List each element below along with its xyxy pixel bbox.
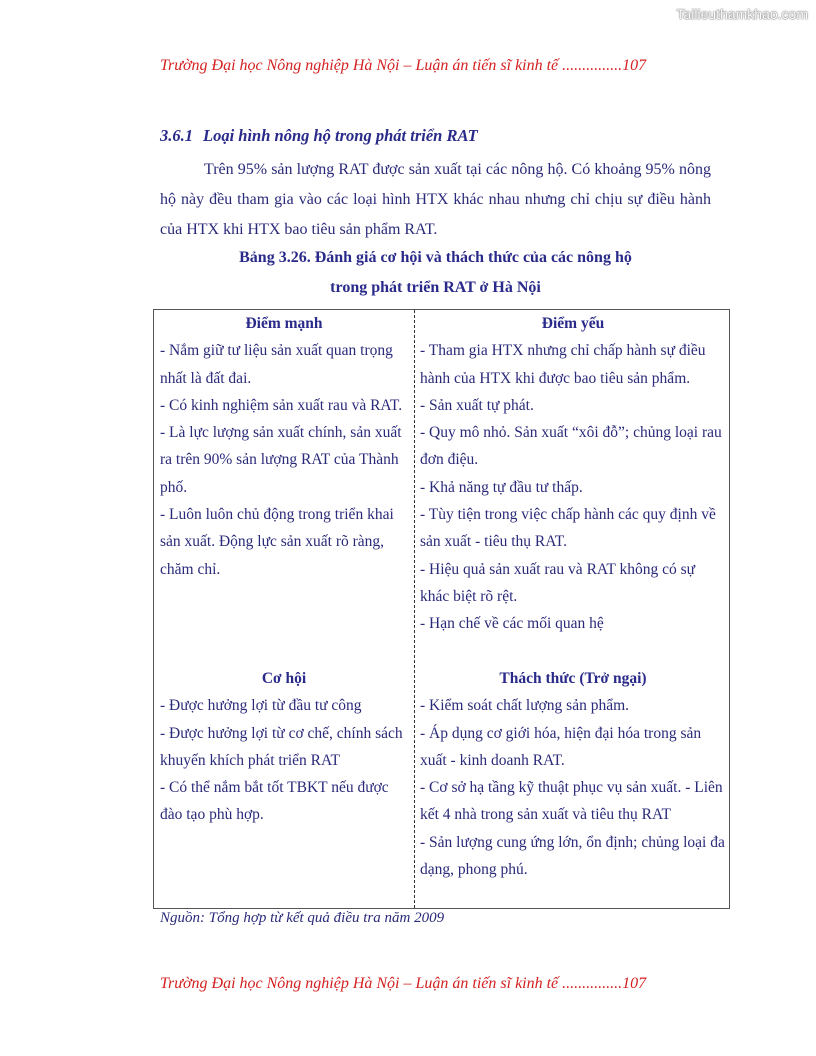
threats-item: - Cơ sở hạ tầng kỹ thuật phục vụ sản xuất. - Liên kết 4 nhà trong sản xuất và tiêu thụ RAT bbox=[420, 779, 723, 824]
weaknesses-item: - Sản xuất tự phát. bbox=[420, 396, 534, 414]
weaknesses-item: - Tham gia HTX nhưng chỉ chấp hành sự điều hành của HTX khi được bao tiêu sản phẩm. bbox=[420, 342, 706, 387]
threats-item: - Áp dụng cơ giới hóa, hiện đại hóa trong sản xuất - kinh doanh RAT. bbox=[420, 724, 702, 769]
threats-item: - Kiểm soát chất lượng sản phẩm. bbox=[420, 697, 630, 715]
weaknesses-item: - Quy mô nhỏ. Sản xuất “xôi đỗ”; chủng loại rau đơn điệu. bbox=[420, 424, 722, 469]
strengths-cell bbox=[160, 310, 408, 583]
page-header: Trường Đại học Nông nghiệp Hà Nội – Luận án tiến sĩ kinh tế ...............107 bbox=[160, 57, 647, 74]
section-heading bbox=[160, 126, 478, 146]
table-caption-line2: trong phát triển RAT ở Hà Nội bbox=[330, 279, 541, 296]
strengths-item: - Có kinh nghiệm sản xuất rau và RAT. bbox=[160, 396, 403, 414]
section-title: Loại hình nông hộ trong phát triển RAT bbox=[203, 126, 478, 145]
opportunities-item: - Được hưởng lợi từ đầu tư công bbox=[160, 697, 362, 715]
weaknesses-heading: Điểm yếu bbox=[541, 315, 605, 332]
body-paragraph bbox=[160, 155, 711, 245]
strengths-heading: Điểm mạnh bbox=[245, 315, 323, 332]
opportunities-cell bbox=[160, 665, 408, 829]
opportunities-item: - Có thể nắm bắt tốt TBKT nếu được đào tạo phù hợp. bbox=[160, 779, 389, 824]
weaknesses-item: - Khả năng tự đầu tư thấp. bbox=[420, 478, 583, 496]
threats-item: - Sản lượng cung ứng lớn, ổn định; chủng loại đa dạng, phong phú. bbox=[420, 833, 725, 879]
threats-heading: Thách thức (Trở ngại) bbox=[499, 670, 647, 687]
watermark: Tailieuthamkhao.com bbox=[676, 6, 808, 22]
page-footer: Trường Đại học Nông nghiệp Hà Nội – Luận án tiến sĩ kinh tế ...............107 bbox=[160, 975, 647, 992]
strengths-item: - Là lực lượng sản xuất chính, sản xuất ra trên 90% sản lượng RAT của Thành phố. bbox=[160, 424, 402, 496]
opportunities-heading: Cơ hội bbox=[261, 670, 307, 687]
weaknesses-cell bbox=[420, 310, 726, 638]
weaknesses-item: - Tùy tiện trong việc chấp hành các quy định về sản xuất - tiêu thụ RAT. bbox=[420, 506, 716, 551]
weaknesses-item: - Hiệu quả sản xuất rau và RAT không có sự khác biệt rõ rệt. bbox=[420, 560, 696, 605]
weaknesses-item: - Hạn chế về các mối quan hệ bbox=[420, 615, 604, 633]
strengths-item: - Luôn luôn chủ động trong triển khai sản xuất. Động lực sản xuất rõ ràng, chăm chỉ. bbox=[160, 506, 394, 578]
strengths-item: - Nắm giữ tư liệu sản xuất quan trọng nhất là đất đai. bbox=[160, 342, 393, 387]
section-number: 3.6.1 bbox=[160, 126, 193, 145]
paragraph-text: Trên 95% sản lượng RAT được sản xuất tại các nông hộ. Có khoảng 95% nông hộ này đều tham gia vào các loại hình HTX khác nhau nhưng chỉ chịu sự điều hành của HTX khi HTX bao tiêu sản phẩm RAT. bbox=[160, 161, 711, 238]
swot-table bbox=[153, 309, 730, 909]
threats-cell bbox=[420, 665, 726, 883]
table-source: Nguồn: Tổng hợp từ kết quả điều tra năm 2009 bbox=[160, 910, 445, 926]
opportunities-item: - Được hưởng lợi từ cơ chế, chính sách khuyến khích phát triển RAT bbox=[160, 724, 403, 769]
table-caption-line1: Bảng 3.26. Đánh giá cơ hội và thách thức của các nông hộ bbox=[239, 249, 632, 266]
column-divider bbox=[414, 310, 415, 908]
